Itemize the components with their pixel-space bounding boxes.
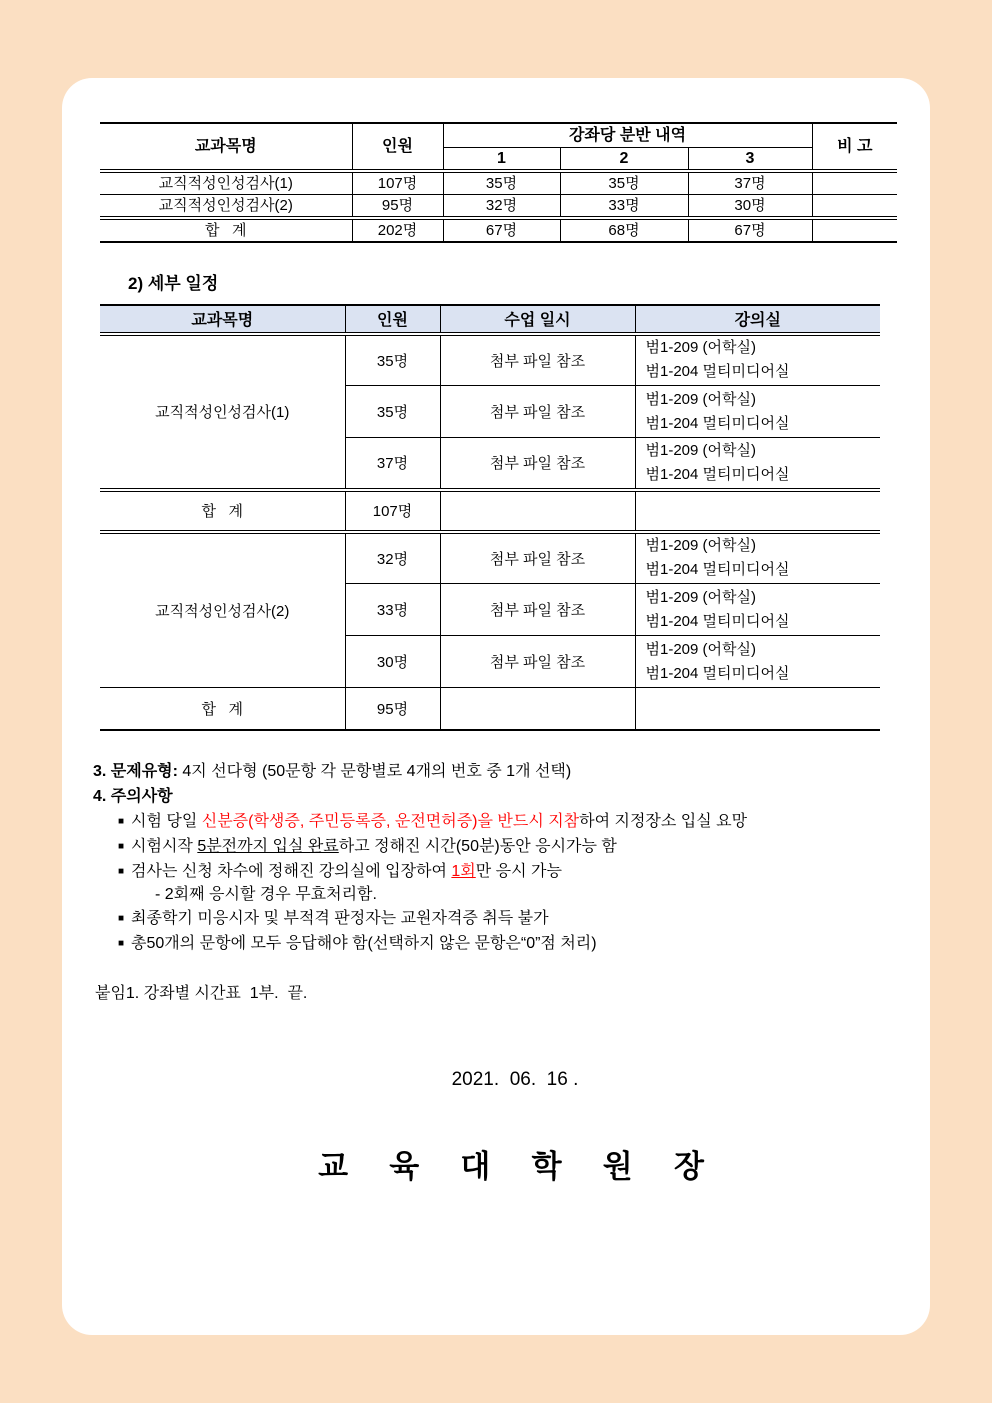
header-room: 강의실 [635,305,880,334]
cell-total: 202명 [352,218,443,242]
header-subject: 교과목명 [100,123,352,171]
schedule-header-row [100,305,880,334]
square-bullet-icon: ■ [118,815,125,827]
cell-time: 첨부 파일 참조 [440,584,635,636]
square-bullet-icon: ■ [118,912,125,924]
cell-room [635,490,880,532]
cell-total: 107명 [352,171,443,195]
cell-total: 95명 [345,688,440,730]
cell-count: 35명 [345,334,440,386]
cell-room [635,438,880,490]
header-count: 인원 [345,305,440,334]
cell-total-label: 합 계 [100,688,345,730]
cell-time: 첨부 파일 참조 [440,532,635,584]
room-line: 범1-204 멀티미디어실 [645,664,790,682]
room-line: 범1-209 (어학실) [645,537,756,555]
square-bullet-icon: ■ [118,840,125,852]
note-cautions-heading: 4. 주의사항 [93,787,173,805]
total-row [100,688,880,730]
cell-room [635,334,880,386]
caution-item: ■ 시험시작 5분전까지 입실 완료하고 정해진 시간(50분)동안 응시가능 함 [118,837,617,855]
room-line: 범1-204 멀티미디어실 [645,465,790,483]
enrollment-header-row [100,123,897,147]
room-line: 범1-209 (어학실) [645,339,756,357]
cell-c1: 35명 [443,171,560,195]
header-group: 강좌당 분반 내역 [443,123,812,147]
cell-c3: 67명 [688,218,812,242]
notes-section [93,759,930,956]
cell-count: 33명 [345,584,440,636]
header-col-3: 3 [688,147,812,171]
total-row [100,490,880,532]
cell-room [635,386,880,438]
cell-count: 30명 [345,636,440,688]
cell-total: 107명 [345,490,440,532]
cell-time: 첨부 파일 참조 [440,334,635,386]
cell-time [440,490,635,532]
cell-c1: 67명 [443,218,560,242]
cell-count: 32명 [345,532,440,584]
cell-room [635,688,880,730]
cell-total: 95명 [352,194,443,218]
room-line: 범1-204 멀티미디어실 [645,363,790,381]
room-line: 범1-204 멀티미디어실 [645,612,790,630]
cell-total-label: 합 계 [100,218,352,242]
cell-subject: 교직적성인성검사(2) [100,532,345,688]
cell-time: 첨부 파일 참조 [440,438,635,490]
room-line: 범1-204 멀티미디어실 [645,414,790,432]
schedule-heading: 2) 세부 일정 [128,273,219,293]
cell-room [635,636,880,688]
table-row [100,334,880,386]
caution-list [118,809,930,956]
document-content [62,78,930,1186]
enrollment-table [100,122,897,243]
header-col-2: 2 [560,147,688,171]
caution-item: ■ 시험 당일 신분증(학생증, 주민등록증, 운전면허증)을 반드시 지참하여 지정장소 입실 요망 [118,812,748,830]
cell-subject: 교직적성인성검사(1) [100,334,345,490]
cell-room [635,532,880,584]
cell-time: 첨부 파일 참조 [440,386,635,438]
document-date: 2021. 06. 16 . [451,1068,579,1090]
cell-c2: 33명 [560,194,688,218]
room-line: 범1-209 (어학실) [645,441,756,459]
cell-c2: 68명 [560,218,688,242]
caution-subitem: - 2회째 응시할 경우 무효처리함. [155,885,377,903]
cell-note [812,171,897,195]
header-col-1: 1 [443,147,560,171]
total-row [100,218,897,242]
cell-total-label: 합 계 [100,490,345,532]
header-time: 수업 일시 [440,305,635,334]
header-subject: 교과목명 [100,305,345,334]
room-line: 범1-209 (어학실) [645,588,756,606]
header-count: 인원 [352,123,443,171]
cell-note [812,194,897,218]
cell-room [635,584,880,636]
cell-c3: 30명 [688,194,812,218]
table-row [100,532,880,584]
caution-item: ■ 최종학기 미응시자 및 부적격 판정자는 교원자격증 취득 불가 [118,909,549,927]
square-bullet-icon: ■ [118,865,125,877]
cell-c1: 32명 [443,194,560,218]
cell-c2: 35명 [560,171,688,195]
caution-item: ■ 총50개의 문항에 모두 응답해야 함(선택하지 않은 문항은“0”점 처리) [118,934,597,952]
signature-title: 교 육 대 학 원 장 [318,1148,712,1184]
table-row [100,194,897,218]
document-page [62,78,930,1335]
room-line: 범1-209 (어학실) [645,390,756,408]
room-line: 범1-204 멀티미디어실 [645,561,790,579]
table-row [100,171,897,195]
cell-count: 37명 [345,438,440,490]
cell-subject: 교직적성인성검사(1) [100,171,352,195]
note-question-type: 3. 문제유형: 4지 선다형 (50문항 각 문항별로 4개의 번호 중 1개 선택) [93,762,572,780]
cell-count: 35명 [345,386,440,438]
room-line: 범1-209 (어학실) [645,640,756,658]
cell-c3: 37명 [688,171,812,195]
schedule-table [100,304,880,731]
caution-item: ■ 검사는 신청 차수에 정해진 강의실에 입장하여 1회만 응시 가능 [118,862,562,880]
header-note: 비 고 [812,123,897,171]
attachment-line: 붙임1. 강좌별 시간표 1부. 끝. [95,984,308,1002]
square-bullet-icon: ■ [118,937,125,949]
cell-time: 첨부 파일 참조 [440,636,635,688]
cell-note [812,218,897,242]
cell-time [440,688,635,730]
cell-subject: 교직적성인성검사(2) [100,194,352,218]
